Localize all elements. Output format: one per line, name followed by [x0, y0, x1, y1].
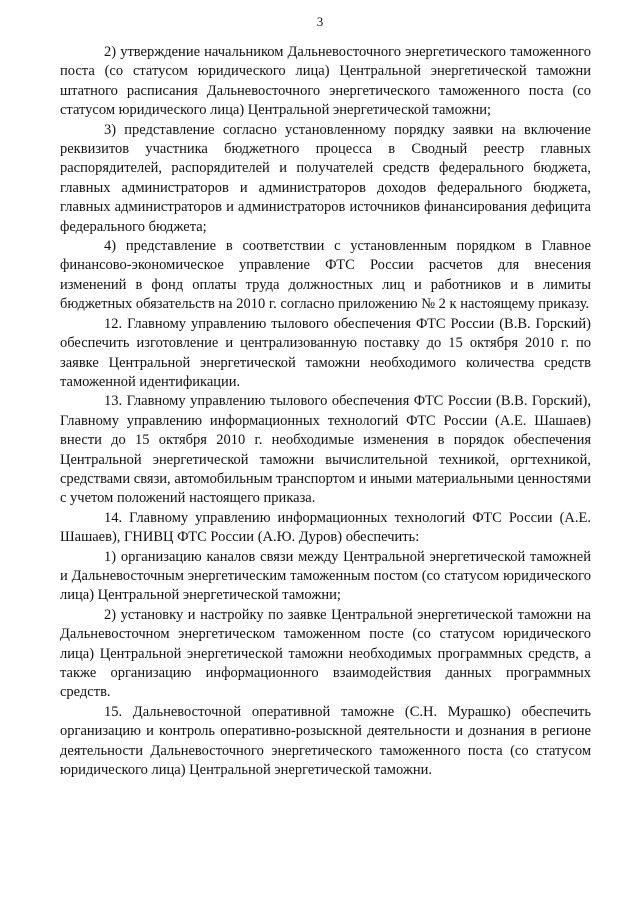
paragraph-12-logistics-identification-means: 12. Главному управлению тылового обеспечения ФТС России (В.В. Горский) обеспечить изготовление и централизованную поставку до 15 октября 2010 г. по заявке Центральной энергетической таможни необходимого количества средств таможенной идентификации.	[60, 315, 591, 390]
paragraph-item-3-budget-registry-request: 3) представление согласно установленному порядку заявки на включение реквизитов участника бюджетного процесса в Сводный реестр главных распорядителей, распорядителей и получателей средств федерального бюджета, главных администраторов и администраторов доходов федерального бюджета, главных администраторов и администраторов источников финансирования дефицита федерального бюджета;	[60, 121, 591, 235]
paragraph-item-4-payroll-calculations: 4) представление в соответствии с установленным порядком в Главное финансово-экономическое управление ФТС России расчетов для внесения изменений в фонд оплаты труда должностных лиц и работников и в лимиты бюджетных обязательств на 2010 г. согласно приложению № 2 к настоящему приказу.	[60, 238, 591, 313]
paragraph-13-equipment-provision: 13. Главному управлению тылового обеспечения ФТС России (В.В. Горский), Главному управлению информационных технологий ФТС России (А.Е. Шашаев) внести до 15 октября 2010 г. необходимые изменения в порядок обеспечения Центральной энергетической таможни вычислительной техникой, оргтехникой, средствами связи, автомобильным транспортом и иными материальными ценностями с учетом положений настоящего приказа.	[60, 393, 591, 507]
paragraph-item-2-approval-staff-schedule: 2) утверждение начальником Дальневосточного энергетического таможенного поста (со статусом юридического лица) Центральной энергетической таможни штатного расписания Дальневосточного энергетического таможенного поста (со статусом юридического лица) Центральной энергетической таможни;	[60, 44, 591, 119]
page-number: 3	[316, 14, 324, 29]
paragraph-14-it-management: 14. Главному управлению информационных технологий ФТС России (А.Е. Шашаев), ГНИВЦ ФТС России (А.Ю. Дуров) обеспечить:	[60, 509, 591, 546]
paragraph-14-item-1-communication-channels: 1) организацию каналов связи между Центральной энергетической таможней и Дальневосточным энергетическим таможенным постом (со статусом юридического лица) Центральной энергетической таможни;	[60, 548, 591, 604]
paragraph-15-operational-customs: 15. Дальневосточной оперативной таможне (С.Н. Мурашко) обеспечить организацию и контроль оперативно-розыскной деятельности и дознания в регионе деятельности Дальневосточного энергетического таможенного поста (со статусом юридического лица) Центральной энергетической таможни.	[60, 703, 591, 779]
document-body	[60, 43, 591, 780]
paragraph-14-item-2-software-setup: 2) установку и настройку по заявке Центральной энергетической таможни на Дальневосточном энергетическом таможенном посте (со статусом юридического лица) Центральной энергетической таможни необходимых программных средств, а также организацию информационного взаимодействия данных программных средств.	[60, 606, 591, 701]
